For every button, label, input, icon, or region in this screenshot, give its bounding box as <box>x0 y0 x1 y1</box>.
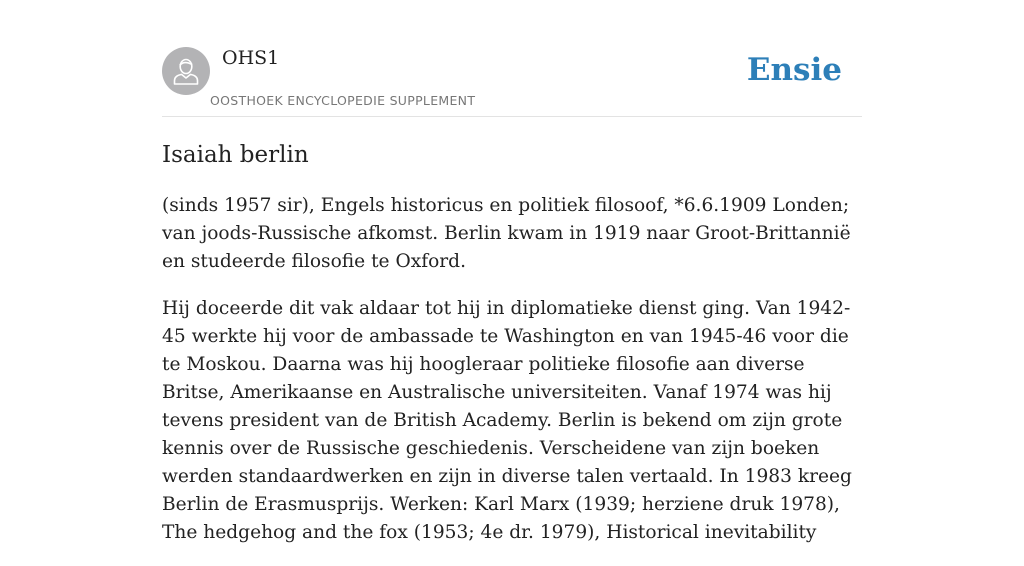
brand-logo[interactable]: Ensie <box>746 52 842 88</box>
source-name[interactable]: OOSTHOEK ENCYCLOPEDIE SUPPLEMENT <box>210 93 476 108</box>
source-header <box>162 44 862 117</box>
source-code[interactable]: OHS1 <box>222 47 280 69</box>
article-paragraph: Hij doceerde dit vak aldaar tot hij in diplomatieke dienst ging. Van 1942-45 werkte hij voor de ambassade te Washington en van 1945-46 voor die te Moskou. Daarna was hij hoogleraar politieke filosofie aan diverse Britse, Amerikaanse en Australische universiteiten. Vanaf 1974 was hij tevens president van de British Academy. Berlin is bekend om zijn grote kennis over de Russische geschiedenis. Verscheidene van zijn boeken werden standaardwerken en zijn in diverse talen vertaald. In 1983 kreeg Berlin de Erasmusprijs. Werken: Karl Marx (1939; herziene druk 1978), The hedgehog and the fox (1953; 4e dr. 1979), Historical inevitability <box>162 298 852 543</box>
article-title: Isaiah berlin <box>162 142 309 168</box>
article-body <box>162 192 862 566</box>
user-icon[interactable] <box>162 47 210 95</box>
article-paragraph: (sinds 1957 sir), Engels historicus en politiek filosoof, *6.6.1909 Londen; van joods-Russische afkomst. Berlin kwam in 1919 naar Groot-Brittannië en studeerde filosofie te Oxford. <box>162 195 851 272</box>
